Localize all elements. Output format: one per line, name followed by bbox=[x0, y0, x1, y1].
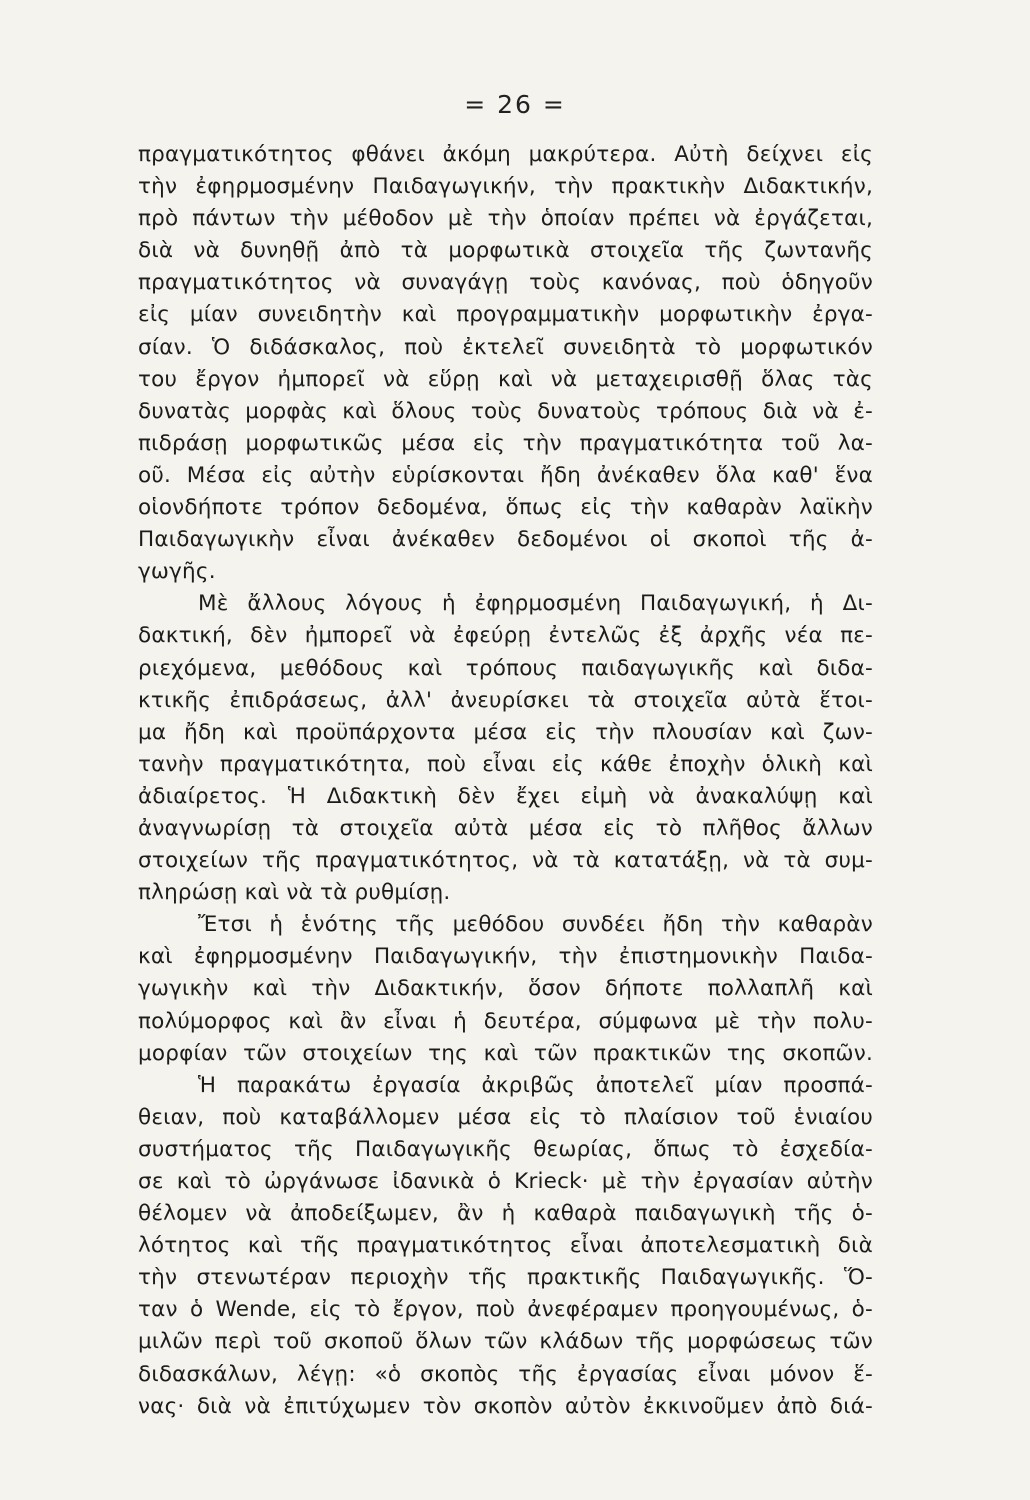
page-number: = 26 = bbox=[464, 90, 566, 119]
text-line: Μὲ ἄλλους λόγους ἡ ἐφηρμοσμένη Παιδαγωγική, ἡ Δι- bbox=[198, 591, 873, 617]
text-line: τὴν στενωτέραν περιοχὴν τῆς πρακτικῆς Παιδαγωγικῆς. Ὅ- bbox=[138, 1265, 873, 1291]
text-line: τὴν ἐφηρμοσμένην Παιδαγωγικήν, τὴν πρακτικὴν Διδακτικήν, bbox=[138, 174, 873, 200]
text-line: εἰς μίαν συνειδητὴν καὶ προγραμματικὴν μορφωτικὴν ἐργα- bbox=[138, 302, 873, 328]
text-line: συστήματος τῆς Παιδαγωγικῆς θεωρίας, ὅπως τὸ ἐσχεδία- bbox=[138, 1136, 873, 1162]
text-line: ἀδιαίρετος. Ἡ Διδακτικὴ δὲν ἔχει εἰμὴ νὰ ἀνακαλύψῃ καὶ bbox=[138, 783, 873, 809]
text-line: θειαν, ποὺ καταβάλλομεν μέσα εἰς τὸ πλαίσιον τοῦ ἑνιαίου bbox=[138, 1104, 873, 1130]
text-line: σε καὶ τὸ ὠργάνωσε ἰδανικὰ ὁ Krieck· μὲ τὴν ἐργασίαν αὐτὴν bbox=[138, 1169, 873, 1194]
text-line: Ἡ παρακάτω ἐργασία ἀκριβῶς ἀποτελεῖ μίαν προσπά- bbox=[198, 1072, 873, 1098]
text-line: διδασκάλων, λέγῃ: «ὁ σκοπὸς τῆς ἐργασίας εἶναι μόνον ἕ- bbox=[138, 1361, 873, 1387]
text-line: πληρώσῃ καὶ νὰ τὰ ρυθμίσῃ. bbox=[138, 880, 451, 906]
text-line: γωγικὴν καὶ τὴν Διδακτικήν, ὅσον δήποτε πολλαπλῆ καὶ bbox=[138, 976, 873, 1002]
text-line: Παιδαγωγικὴν εἶναι ἀνέκαθεν δεδομένοι οἱ σκοποὶ τῆς ἀ- bbox=[138, 527, 873, 553]
text-line: ταν ὁ Wende, εἰς τὸ ἔργον, ποὺ ἀνεφέραμεν προηγουμένως, ὁ- bbox=[138, 1297, 873, 1323]
text-line: καὶ ἐφηρμοσμένην Παιδαγωγικήν, τὴν ἐπιστημονικὴν Παιδα- bbox=[138, 944, 873, 970]
text-line: ριεχόμενα, μεθόδους καὶ τρόπους παιδαγωγικῆς καὶ διδα- bbox=[138, 655, 873, 681]
text-line: νας· διὰ νὰ ἐπιτύχωμεν τὸν σκοπὸν αὐτὸν ἐκκινοῦμεν ἀπὸ διά- bbox=[138, 1393, 873, 1419]
text-line: κτικῆς ἐπιδράσεως, ἀλλ' ἀνευρίσκει τὰ στοιχεῖα αὐτὰ ἕτοι- bbox=[138, 687, 873, 713]
text-line: μορφίαν τῶν στοιχείων της καὶ τῶν πρακτικῶν της σκοπῶν. bbox=[138, 1040, 873, 1066]
text-line: γωγῆς. bbox=[138, 559, 216, 585]
text-line: του ἔργον ἠμπορεῖ νὰ εὕρῃ καὶ νὰ μεταχειρισθῇ ὅλας τὰς bbox=[138, 366, 873, 392]
text-line: ἀναγνωρίσῃ τὰ στοιχεῖα αὐτὰ μέσα εἰς τὸ πλῆθος ἄλλων bbox=[138, 815, 873, 841]
text-line: Ἔτσι ἡ ἑνότης τῆς μεθόδου συνδέει ἤδη τὴν καθαρὰν bbox=[198, 912, 873, 938]
text-line: πρὸ πάντων τὴν μέθοδον μὲ τὴν ὁποίαν πρέπει νὰ ἐργάζεται, bbox=[138, 206, 873, 232]
body-text bbox=[138, 139, 873, 1423]
text-line: δυνατὰς μορφὰς καὶ ὅλους τοὺς δυνατοὺς τρόπους διὰ νὰ ἐ- bbox=[138, 398, 873, 424]
text-line: πραγματικότητος νὰ συναγάγῃ τοὺς κανόνας, ποὺ ὁδηγοῦν bbox=[138, 270, 873, 296]
text-line: τανὴν πραγματικότητα, ποὺ εἶναι εἰς κάθε ἐποχὴν ὁλικὴ καὶ bbox=[138, 751, 873, 777]
text-line: πιδράσῃ μορφωτικῶς μέσα εἰς τὴν πραγματικότητα τοῦ λα- bbox=[138, 430, 873, 456]
text-line: λότητος καὶ τῆς πραγματικότητος εἶναι ἀποτελεσματικὴ διὰ bbox=[138, 1233, 873, 1259]
text-line: πολύμορφος καὶ ἂν εἶναι ἡ δευτέρα, σύμφωνα μὲ τὴν πολυ- bbox=[138, 1008, 873, 1034]
text-line: σίαν. Ὁ διδάσκαλος, ποὺ ἐκτελεῖ συνειδητὰ τὸ μορφωτικόν bbox=[138, 334, 873, 360]
text-line: διὰ νὰ δυνηθῇ ἀπὸ τὰ μορφωτικὰ στοιχεῖα τῆς ζωντανῆς bbox=[138, 238, 873, 264]
text-line: δακτική, δὲν ἠμπορεῖ νὰ ἐφεύρῃ ἐντελῶς ἐξ ἀρχῆς νέα πε- bbox=[138, 623, 873, 649]
text-line: μα ἤδη καὶ προϋπάρχοντα μέσα εἰς τὴν πλουσίαν καὶ ζων- bbox=[138, 719, 873, 745]
text-line: πραγματικότητος φθάνει ἀκόμη μακρύτερα. Αὐτὴ δείχνει εἰς bbox=[138, 142, 873, 167]
text-line: οῦ. Μέσα εἰς αὐτὴν εὑρίσκονται ἤδη ἀνέκαθεν ὅλα καθ' ἕνα bbox=[138, 462, 873, 488]
text-line: στοιχείων τῆς πραγματικότητος, νὰ τὰ κατατάξῃ, νὰ τὰ συμ- bbox=[138, 848, 873, 874]
text-line: θέλομεν νὰ ἀποδείξωμεν, ἂν ἡ καθαρὰ παιδαγωγικὴ τῆς ὁ- bbox=[138, 1201, 873, 1227]
text-line: οἱονδήποτε τρόπον δεδομένα, ὅπως εἰς τὴν καθαρὰν λαϊκὴν bbox=[138, 495, 873, 521]
text-line: μιλῶν περὶ τοῦ σκοποῦ ὅλων τῶν κλάδων τῆς μορφώσεως τῶν bbox=[138, 1329, 873, 1355]
